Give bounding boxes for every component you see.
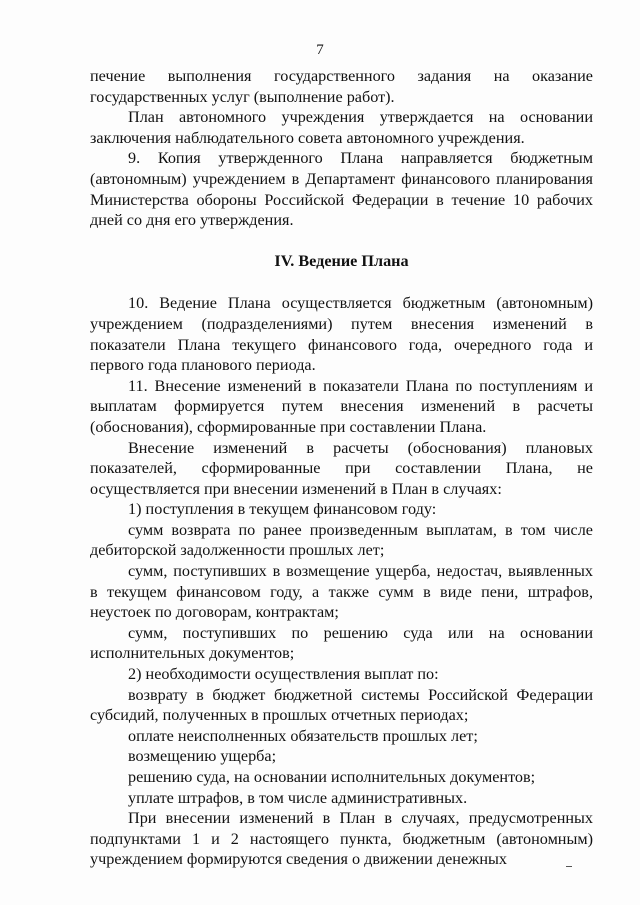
list-subitem-obligations: оплате неисполненных обязательств прошлых лет; [128,726,478,745]
paragraph-continuation: печение выполнения государственного задания на оказание государственных услуг (выполнение работ). [90,67,593,106]
list-subitem-return-subsidies: возврату в бюджет бюджетной системы Российской Федерации субсидий, полученных в прошлых отчетных периодах; [90,685,593,725]
list-item-2: 2) необходимости осуществления выплат по: [128,665,439,684]
page-number: 7 [316,42,324,58]
paragraph-approval: План автономного учреждения утверждается на основании заключения наблюдательного совета автономного учреждения. [90,108,593,147]
document-body [90,66,593,870]
paragraph-cash-flow: При внесении изменений в План в случаях, предусмотренных подпунктами 1 и 2 настоящего пункта, бюджетным (автономным) учреждением формируются сведения о движении денежных [90,809,593,869]
list-subitem-compensation: возмещению ущерба; [128,747,277,766]
paragraph-10: 10. Ведение Плана осуществляется бюджетным (автономным) учреждением (подразделениями) путем внесения изменений в показатели Плана текущего финансового года, очередного года и первого года планового периода. [90,294,593,375]
paragraph-9: 9. Копия утвержденного Плана направляется бюджетным (автономным) учреждением в Департамент финансового планирования Министерства обороны Российской Федерации в течение 10 рабочих дней со дня его утверждения. [90,149,593,230]
list-subitem-court: сумм, поступивших по решению суда или на основании исполнительных документов; [90,623,593,663]
scan-mark [566,866,572,867]
list-subitem-refunds: сумм возврата по ранее произведенным выплатам, в том числе дебиторской задолженности прошлых лет; [90,520,593,560]
list-item-1: 1) поступления в текущем финансовом году: [128,500,437,519]
paragraph-11: 11. Внесение изменений в показатели Плана по поступлениям и выплатам формируется путем внесения изменений в расчеты (обоснования), сформированные при составлении Плана. [90,376,593,436]
list-subitem-court-decision: решению суда, на основании исполнительных документов; [128,768,536,786]
list-subitem-damages: сумм, поступивших в возмещение ущерба, недостач, выявленных в текущем финансовом году, а также сумм в виде пени, штрафов, неустоек по договорам, контрактам; [90,562,593,622]
list-subitem-fines: уплате штрафов, в том числе административных. [128,788,468,807]
section-heading: IV. Ведение Плана [274,251,409,270]
paragraph-changes-calculations: Внесение изменений в расчеты (обоснования) плановых показателей, сформированные при составлении Плана, не осуществляется при внесении изменений в План в случаях: [90,438,593,498]
